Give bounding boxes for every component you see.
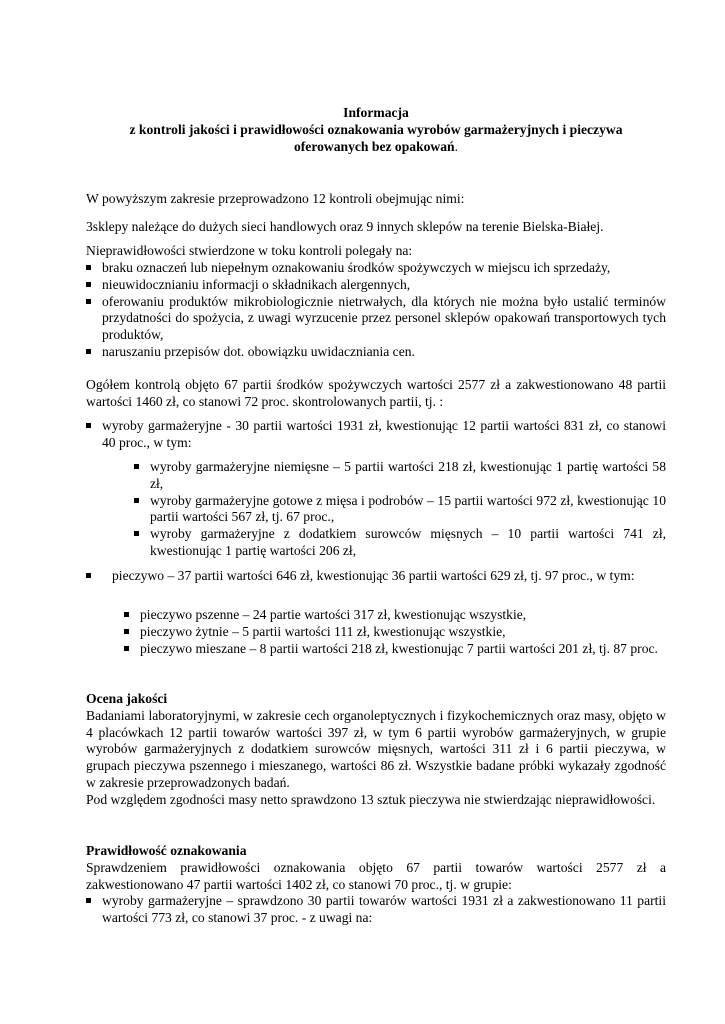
square-bullet-icon — [86, 573, 91, 578]
labeling-section — [86, 843, 666, 927]
square-bullet-icon — [124, 612, 129, 617]
quality-heading: Ocena jakości — [86, 691, 168, 706]
list-item — [134, 493, 666, 527]
list-item — [86, 568, 666, 585]
list-item — [86, 418, 666, 452]
list-item-text: pieczywo mieszane – 8 partii wartości 218 zł, kwestionując 7 partii wartości 201 zł, tj. 87 proc. — [140, 640, 658, 656]
square-bullet-icon — [134, 531, 139, 536]
quality-section — [86, 691, 666, 809]
square-bullet-icon — [134, 498, 139, 503]
intro-paragraph-3: Nieprawidłowości stwierdzone w toku kontroli polegały na: — [86, 243, 413, 258]
irregularities-list — [86, 260, 666, 361]
list-item — [134, 526, 666, 560]
pieczywo-sublist — [124, 607, 666, 657]
title-line-1: Informacja — [343, 105, 409, 120]
labeling-list — [86, 893, 666, 927]
list-item — [124, 624, 666, 641]
title-line-3-end: . — [454, 139, 459, 154]
list-item — [86, 344, 666, 361]
quality-paragraph: Badaniami laboratoryjnymi, w zakresie cech organoleptycznych i fizykochemicznych oraz masy, objęto w 4 placówkach 12 partii towarów wartości 397 zł, w tym 6 partii wyrobów garmażeryjnych, w grupie wyrobów garmażeryjnych z dodatkiem surowców mięsnych, wartości 311 zł i 6 partii pieczywa, w grupach pieczywa pszennego i mieszanego, wartości 86 zł. Wszystkie badane próbki wykazały zgodność w zakresie przeprowadzonych badań. — [86, 707, 666, 790]
list-item-text: wyroby garmażeryjne niemięsne – 5 partii wartości 218 zł, kwestionując 1 partię wartości 58 zł, — [150, 459, 666, 491]
list-item-text: wyroby garmażeryjne - 30 partii wartości 1931 zł, kwestionując 12 partii wartości 831 zł, co stanowi 40 proc., w tym: — [102, 418, 666, 450]
square-bullet-icon — [86, 299, 91, 304]
square-bullet-icon — [134, 464, 139, 469]
intro-paragraph-1: W powyższym zakresie przeprowadzono 12 kontroli obejmując nimi: — [86, 191, 465, 206]
list-item-text: pieczywo – 37 partii wartości 646 zł, kwestionując 36 partii wartości 629 zł, tj. 97 proc., w tym: — [112, 568, 635, 583]
pieczywo-list — [86, 568, 666, 585]
square-bullet-icon — [124, 629, 129, 634]
list-item-text: oferowaniu produktów mikrobiologicznie nietrwałych, dla których nie można było ustalić terminów przydatności do spożycia, z uwagi wyrzucenie przez personel sklepów opakowań transportowych tych produktów, — [102, 293, 666, 343]
list-item-text: pieczywo żytnie – 5 partii wartości 111 zł, kwestionując wszystkie, — [140, 623, 506, 639]
list-item-text: wyroby garmażeryjne z dodatkiem surowców mięsnych – 10 partii wartości 741 zł, kwestionując 1 partię wartości 206 zł, — [150, 526, 666, 558]
square-bullet-icon — [86, 349, 91, 354]
garmazeryjne-list — [86, 418, 666, 452]
list-item — [86, 294, 666, 344]
list-item — [124, 641, 666, 658]
square-bullet-icon — [86, 282, 91, 287]
list-item-text: pieczywo pszenne – 24 partie wartości 317 zł, kwestionując wszystkie, — [140, 607, 527, 622]
list-item — [86, 277, 666, 294]
title-line-2: z kontroli jakości i prawidłowości oznakowania wyrobów garmażeryjnych i pieczywa — [129, 122, 623, 137]
list-item — [86, 260, 666, 277]
labeling-paragraph: Sprawdzeniem prawidłowości oznakowania objęto 67 partii towarów wartości 2577 zł a zakwestionowano 47 partii wartości 1402 zł, co stanowi 70 proc., tj. w grupie: — [86, 859, 666, 892]
square-bullet-icon — [86, 898, 91, 903]
title-line-3 — [86, 138, 666, 155]
list-item-text: wyroby garmażeryjne – sprawdzono 30 partii towarów wartości 1931 zł a zakwestionowano 11 partii wartości 773 zł, co stanowi 37 proc. - z uwagi na: — [102, 893, 666, 926]
square-bullet-icon — [124, 646, 129, 651]
list-item — [86, 893, 666, 927]
list-item — [134, 459, 666, 493]
list-item-text: wyroby garmażeryjne gotowe z mięsa i podrobów – 15 partii wartości 972 zł, kwestionując 10 partii wartości 567 zł, tj. 67 proc., — [150, 492, 666, 525]
list-item-text: nieuwidocznianiu informacji o składnikach alergennych, — [102, 276, 411, 292]
garmazeryjne-sublist — [134, 459, 666, 560]
list-item-text: naruszaniu przepisów dot. obowiązku uwidaczniania cen. — [102, 343, 415, 359]
square-bullet-icon — [86, 423, 91, 428]
summary-paragraph: Ogółem kontrolą objęto 67 partii środków spożywczych wartości 2577 zł a zakwestionowano 48 partii wartości 1460 zł, co stanowi 72 proc. skontrolowanych partii, tj. : — [86, 377, 666, 409]
list-item — [124, 607, 666, 624]
document-title — [86, 104, 666, 155]
labeling-heading: Prawidłowość oznakowania — [86, 843, 247, 858]
quality-paragraph-2: Pod względem zgodności masy netto sprawdzono 13 sztuk pieczywa nie stwierdzając nieprawidłowości. — [86, 791, 656, 807]
list-item-text: braku oznaczeń lub niepełnym oznakowaniu środków spożywczych w miejscu ich sprzedaży, — [102, 260, 611, 275]
square-bullet-icon — [86, 265, 91, 270]
intro-paragraph-2: 3sklepy należące do dużych sieci handlowych oraz 9 innych sklepów na terenie Bielska-Białej. — [86, 219, 604, 234]
title-line-3-text: oferowanych bez opakowań — [293, 139, 455, 154]
